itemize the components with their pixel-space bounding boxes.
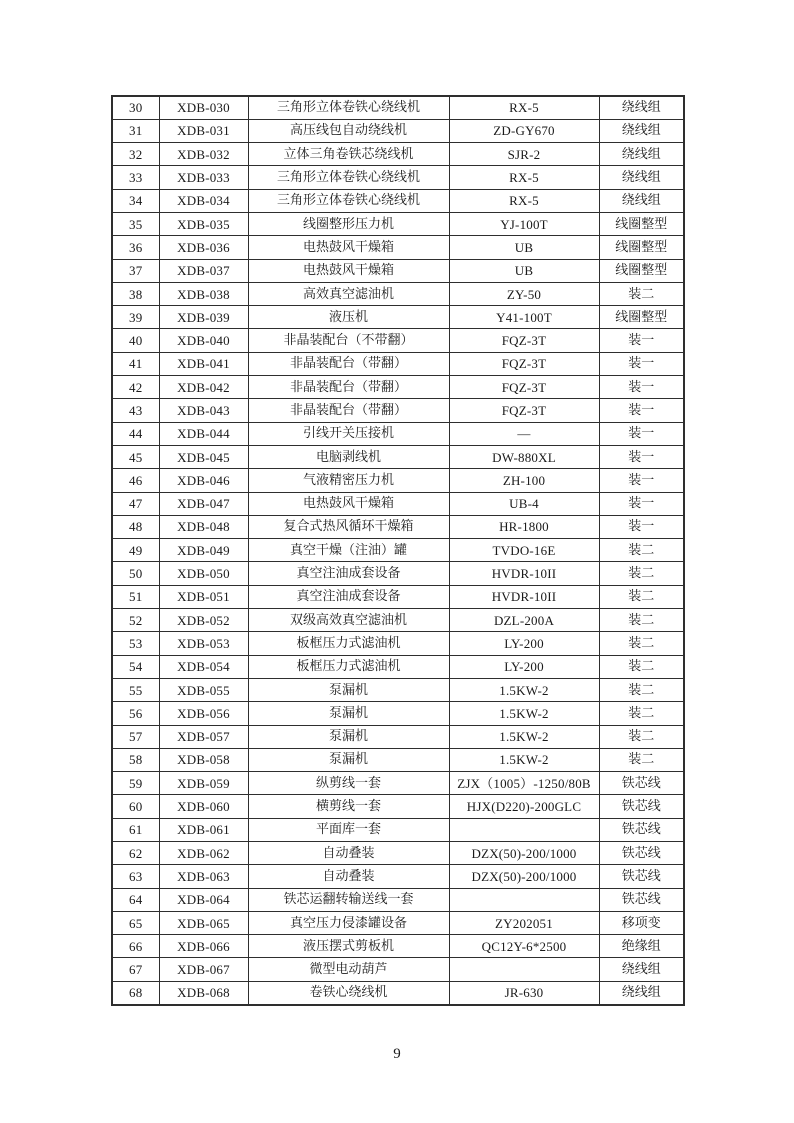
equipment-code-cell: XDB-033 [159, 166, 248, 189]
group-cell: 线圈整型 [599, 236, 684, 259]
group-cell: 铁芯线 [599, 818, 684, 841]
row-number-cell: 39 [112, 306, 159, 329]
equipment-name-cell: 泵漏机 [248, 725, 449, 748]
model-number-cell: TVDO-16E [449, 539, 599, 562]
group-cell: 装二 [599, 632, 684, 655]
group-cell: 装二 [599, 655, 684, 678]
equipment-name-cell: 微型电动葫芦 [248, 958, 449, 981]
row-number-cell: 63 [112, 865, 159, 888]
equipment-name-cell: 卷铁心绕线机 [248, 981, 449, 1004]
group-cell: 绕线组 [599, 96, 684, 119]
model-number-cell: 1.5KW-2 [449, 725, 599, 748]
equipment-code-cell: XDB-054 [159, 655, 248, 678]
group-cell: 绕线组 [599, 119, 684, 142]
equipment-code-cell: XDB-047 [159, 492, 248, 515]
equipment-name-cell: 电热鼓风干燥箱 [248, 259, 449, 282]
row-number-cell: 49 [112, 539, 159, 562]
group-cell: 绕线组 [599, 143, 684, 166]
equipment-code-cell: XDB-037 [159, 259, 248, 282]
equipment-name-cell: 液压机 [248, 306, 449, 329]
table-row [112, 376, 684, 399]
group-cell: 装一 [599, 352, 684, 375]
model-number-cell: DZL-200A [449, 609, 599, 632]
table-row [112, 166, 684, 189]
model-number-cell: HVDR-10II [449, 562, 599, 585]
table-row [112, 678, 684, 701]
table-row [112, 445, 684, 468]
table-row [112, 119, 684, 142]
row-number-cell: 37 [112, 259, 159, 282]
equipment-name-cell: 复合式热风循环干燥箱 [248, 515, 449, 538]
row-number-cell: 64 [112, 888, 159, 911]
equipment-code-cell: XDB-058 [159, 748, 248, 771]
equipment-name-cell: 线圈整形压力机 [248, 212, 449, 235]
group-cell: 装一 [599, 329, 684, 352]
equipment-code-cell: XDB-061 [159, 818, 248, 841]
table-row [112, 539, 684, 562]
equipment-code-cell: XDB-055 [159, 678, 248, 701]
equipment-code-cell: XDB-056 [159, 702, 248, 725]
equipment-name-cell: 自动叠装 [248, 842, 449, 865]
equipment-name-cell: 双级高效真空滤油机 [248, 609, 449, 632]
equipment-code-cell: XDB-031 [159, 119, 248, 142]
table-row [112, 609, 684, 632]
equipment-code-cell: XDB-053 [159, 632, 248, 655]
model-number-cell: QC12Y-6*2500 [449, 935, 599, 958]
model-number-cell [449, 818, 599, 841]
equipment-code-cell: XDB-064 [159, 888, 248, 911]
group-cell: 线圈整型 [599, 259, 684, 282]
table-row [112, 562, 684, 585]
row-number-cell: 68 [112, 981, 159, 1004]
table-row [112, 655, 684, 678]
equipment-code-cell: XDB-035 [159, 212, 248, 235]
row-number-cell: 41 [112, 352, 159, 375]
equipment-name-cell: 电脑剥线机 [248, 445, 449, 468]
model-number-cell: FQZ-3T [449, 352, 599, 375]
group-cell: 铁芯线 [599, 795, 684, 818]
group-cell: 装二 [599, 702, 684, 725]
group-cell: 装二 [599, 609, 684, 632]
equipment-code-cell: XDB-036 [159, 236, 248, 259]
group-cell: 绕线组 [599, 981, 684, 1004]
group-cell: 绕线组 [599, 166, 684, 189]
row-number-cell: 38 [112, 282, 159, 305]
equipment-name-cell: 立体三角卷铁芯绕线机 [248, 143, 449, 166]
table-row [112, 888, 684, 911]
equipment-name-cell: 纵剪线一套 [248, 772, 449, 795]
model-number-cell: FQZ-3T [449, 329, 599, 352]
table-row [112, 772, 684, 795]
equipment-code-cell: XDB-040 [159, 329, 248, 352]
equipment-code-cell: XDB-068 [159, 981, 248, 1004]
equipment-code-cell: XDB-067 [159, 958, 248, 981]
table-row [112, 143, 684, 166]
model-number-cell: UB-4 [449, 492, 599, 515]
row-number-cell: 47 [112, 492, 159, 515]
group-cell: 装二 [599, 748, 684, 771]
row-number-cell: 30 [112, 96, 159, 119]
model-number-cell: HR-1800 [449, 515, 599, 538]
group-cell: 装二 [599, 562, 684, 585]
row-number-cell: 60 [112, 795, 159, 818]
model-number-cell: Y41-100T [449, 306, 599, 329]
model-number-cell: ZY-50 [449, 282, 599, 305]
equipment-code-cell: XDB-041 [159, 352, 248, 375]
model-number-cell: LY-200 [449, 632, 599, 655]
row-number-cell: 62 [112, 842, 159, 865]
model-number-cell: 1.5KW-2 [449, 748, 599, 771]
row-number-cell: 55 [112, 678, 159, 701]
table-row [112, 515, 684, 538]
model-number-cell: UB [449, 236, 599, 259]
equipment-code-cell: XDB-039 [159, 306, 248, 329]
equipment-code-cell: XDB-063 [159, 865, 248, 888]
equipment-name-cell: 非晶装配台（不带翻） [248, 329, 449, 352]
model-number-cell: JR-630 [449, 981, 599, 1004]
group-cell: 装一 [599, 422, 684, 445]
equipment-code-cell: XDB-062 [159, 842, 248, 865]
row-number-cell: 57 [112, 725, 159, 748]
group-cell: 铁芯线 [599, 772, 684, 795]
table-row [112, 585, 684, 608]
group-cell: 装二 [599, 678, 684, 701]
row-number-cell: 65 [112, 911, 159, 934]
equipment-table [111, 95, 685, 1006]
page-number: 9 [393, 1046, 401, 1062]
equipment-code-cell: XDB-057 [159, 725, 248, 748]
model-number-cell: YJ-100T [449, 212, 599, 235]
group-cell: 铁芯线 [599, 842, 684, 865]
table-row [112, 399, 684, 422]
equipment-name-cell: 平面库一套 [248, 818, 449, 841]
equipment-code-cell: XDB-046 [159, 469, 248, 492]
table-row [112, 492, 684, 515]
table-row [112, 981, 684, 1004]
row-number-cell: 61 [112, 818, 159, 841]
model-number-cell: DW-880XL [449, 445, 599, 468]
table-row [112, 935, 684, 958]
row-number-cell: 46 [112, 469, 159, 492]
model-number-cell: LY-200 [449, 655, 599, 678]
equipment-name-cell: 非晶装配台（带翻） [248, 376, 449, 399]
table-row [112, 748, 684, 771]
equipment-name-cell: 电热鼓风干燥箱 [248, 492, 449, 515]
group-cell: 装二 [599, 585, 684, 608]
row-number-cell: 31 [112, 119, 159, 142]
model-number-cell: SJR-2 [449, 143, 599, 166]
equipment-name-cell: 自动叠装 [248, 865, 449, 888]
equipment-code-cell: XDB-032 [159, 143, 248, 166]
group-cell: 装一 [599, 515, 684, 538]
row-number-cell: 59 [112, 772, 159, 795]
model-number-cell: ZY202051 [449, 911, 599, 934]
model-number-cell: 1.5KW-2 [449, 702, 599, 725]
group-cell: 绝缘组 [599, 935, 684, 958]
model-number-cell: DZX(50)-200/1000 [449, 865, 599, 888]
equipment-name-cell: 真空注油成套设备 [248, 585, 449, 608]
model-number-cell: RX-5 [449, 96, 599, 119]
row-number-cell: 50 [112, 562, 159, 585]
group-cell: 装二 [599, 725, 684, 748]
equipment-code-cell: XDB-065 [159, 911, 248, 934]
equipment-code-cell: XDB-043 [159, 399, 248, 422]
row-number-cell: 42 [112, 376, 159, 399]
row-number-cell: 58 [112, 748, 159, 771]
group-cell: 装一 [599, 399, 684, 422]
table-row [112, 352, 684, 375]
model-number-cell [449, 958, 599, 981]
table-row [112, 212, 684, 235]
group-cell: 绕线组 [599, 958, 684, 981]
row-number-cell: 66 [112, 935, 159, 958]
equipment-code-cell: XDB-042 [159, 376, 248, 399]
model-number-cell: — [449, 422, 599, 445]
equipment-code-cell: XDB-052 [159, 609, 248, 632]
table-row [112, 306, 684, 329]
equipment-name-cell: 三角形立体卷铁心绕线机 [248, 189, 449, 212]
model-number-cell: FQZ-3T [449, 399, 599, 422]
group-cell: 移项变 [599, 911, 684, 934]
model-number-cell [449, 888, 599, 911]
equipment-name-cell: 高效真空滤油机 [248, 282, 449, 305]
equipment-code-cell: XDB-048 [159, 515, 248, 538]
equipment-code-cell: XDB-044 [159, 422, 248, 445]
table-row [112, 469, 684, 492]
model-number-cell: ZJX（1005）-1250/80B [449, 772, 599, 795]
equipment-name-cell: 引线开关压接机 [248, 422, 449, 445]
group-cell: 装二 [599, 282, 684, 305]
table-row [112, 725, 684, 748]
row-number-cell: 34 [112, 189, 159, 212]
equipment-code-cell: XDB-060 [159, 795, 248, 818]
table-row [112, 329, 684, 352]
row-number-cell: 51 [112, 585, 159, 608]
row-number-cell: 48 [112, 515, 159, 538]
equipment-code-cell: XDB-049 [159, 539, 248, 562]
row-number-cell: 52 [112, 609, 159, 632]
row-number-cell: 45 [112, 445, 159, 468]
table-row [112, 842, 684, 865]
model-number-cell: FQZ-3T [449, 376, 599, 399]
group-cell: 绕线组 [599, 189, 684, 212]
table-row [112, 702, 684, 725]
equipment-name-cell: 泵漏机 [248, 748, 449, 771]
equipment-code-cell: XDB-050 [159, 562, 248, 585]
model-number-cell: RX-5 [449, 166, 599, 189]
model-number-cell: HVDR-10II [449, 585, 599, 608]
equipment-name-cell: 铁芯运翻转输送线一套 [248, 888, 449, 911]
equipment-name-cell: 真空压力侵漆罐设备 [248, 911, 449, 934]
row-number-cell: 67 [112, 958, 159, 981]
row-number-cell: 33 [112, 166, 159, 189]
model-number-cell: UB [449, 259, 599, 282]
row-number-cell: 53 [112, 632, 159, 655]
group-cell: 铁芯线 [599, 888, 684, 911]
group-cell: 装一 [599, 469, 684, 492]
table-row [112, 189, 684, 212]
equipment-name-cell: 板框压力式滤油机 [248, 655, 449, 678]
equipment-name-cell: 真空注油成套设备 [248, 562, 449, 585]
equipment-name-cell: 泵漏机 [248, 678, 449, 701]
group-cell: 线圈整型 [599, 212, 684, 235]
table-row [112, 865, 684, 888]
group-cell: 装二 [599, 539, 684, 562]
row-number-cell: 56 [112, 702, 159, 725]
equipment-name-cell: 电热鼓风干燥箱 [248, 236, 449, 259]
equipment-name-cell: 泵漏机 [248, 702, 449, 725]
equipment-code-cell: XDB-045 [159, 445, 248, 468]
model-number-cell: DZX(50)-200/1000 [449, 842, 599, 865]
model-number-cell: RX-5 [449, 189, 599, 212]
equipment-code-cell: XDB-059 [159, 772, 248, 795]
equipment-code-cell: XDB-030 [159, 96, 248, 119]
equipment-name-cell: 液压摆式剪板机 [248, 935, 449, 958]
model-number-cell: ZH-100 [449, 469, 599, 492]
row-number-cell: 32 [112, 143, 159, 166]
table-row [112, 632, 684, 655]
group-cell: 铁芯线 [599, 865, 684, 888]
equipment-name-cell: 非晶装配台（带翻） [248, 399, 449, 422]
equipment-name-cell: 真空干燥（注油）罐 [248, 539, 449, 562]
equipment-name-cell: 非晶装配台（带翻） [248, 352, 449, 375]
table-row [112, 795, 684, 818]
table-row [112, 236, 684, 259]
table-row [112, 958, 684, 981]
equipment-code-cell: XDB-038 [159, 282, 248, 305]
row-number-cell: 43 [112, 399, 159, 422]
equipment-name-cell: 板框压力式滤油机 [248, 632, 449, 655]
row-number-cell: 40 [112, 329, 159, 352]
row-number-cell: 54 [112, 655, 159, 678]
row-number-cell: 44 [112, 422, 159, 445]
equipment-name-cell: 高压线包自动绕线机 [248, 119, 449, 142]
equipment-name-cell: 三角形立体卷铁心绕线机 [248, 166, 449, 189]
equipment-code-cell: XDB-051 [159, 585, 248, 608]
row-number-cell: 36 [112, 236, 159, 259]
model-number-cell: HJX(D220)-200GLC [449, 795, 599, 818]
table-row [112, 282, 684, 305]
table-row [112, 422, 684, 445]
table-row [112, 911, 684, 934]
equipment-name-cell: 三角形立体卷铁心绕线机 [248, 96, 449, 119]
equipment-code-cell: XDB-066 [159, 935, 248, 958]
group-cell: 装一 [599, 445, 684, 468]
table-row [112, 259, 684, 282]
model-number-cell: 1.5KW-2 [449, 678, 599, 701]
equipment-code-cell: XDB-034 [159, 189, 248, 212]
group-cell: 线圈整型 [599, 306, 684, 329]
group-cell: 装一 [599, 492, 684, 515]
model-number-cell: ZD-GY670 [449, 119, 599, 142]
row-number-cell: 35 [112, 212, 159, 235]
table-row [112, 96, 684, 119]
table-row [112, 818, 684, 841]
equipment-name-cell: 横剪线一套 [248, 795, 449, 818]
group-cell: 装一 [599, 376, 684, 399]
equipment-name-cell: 气液精密压力机 [248, 469, 449, 492]
